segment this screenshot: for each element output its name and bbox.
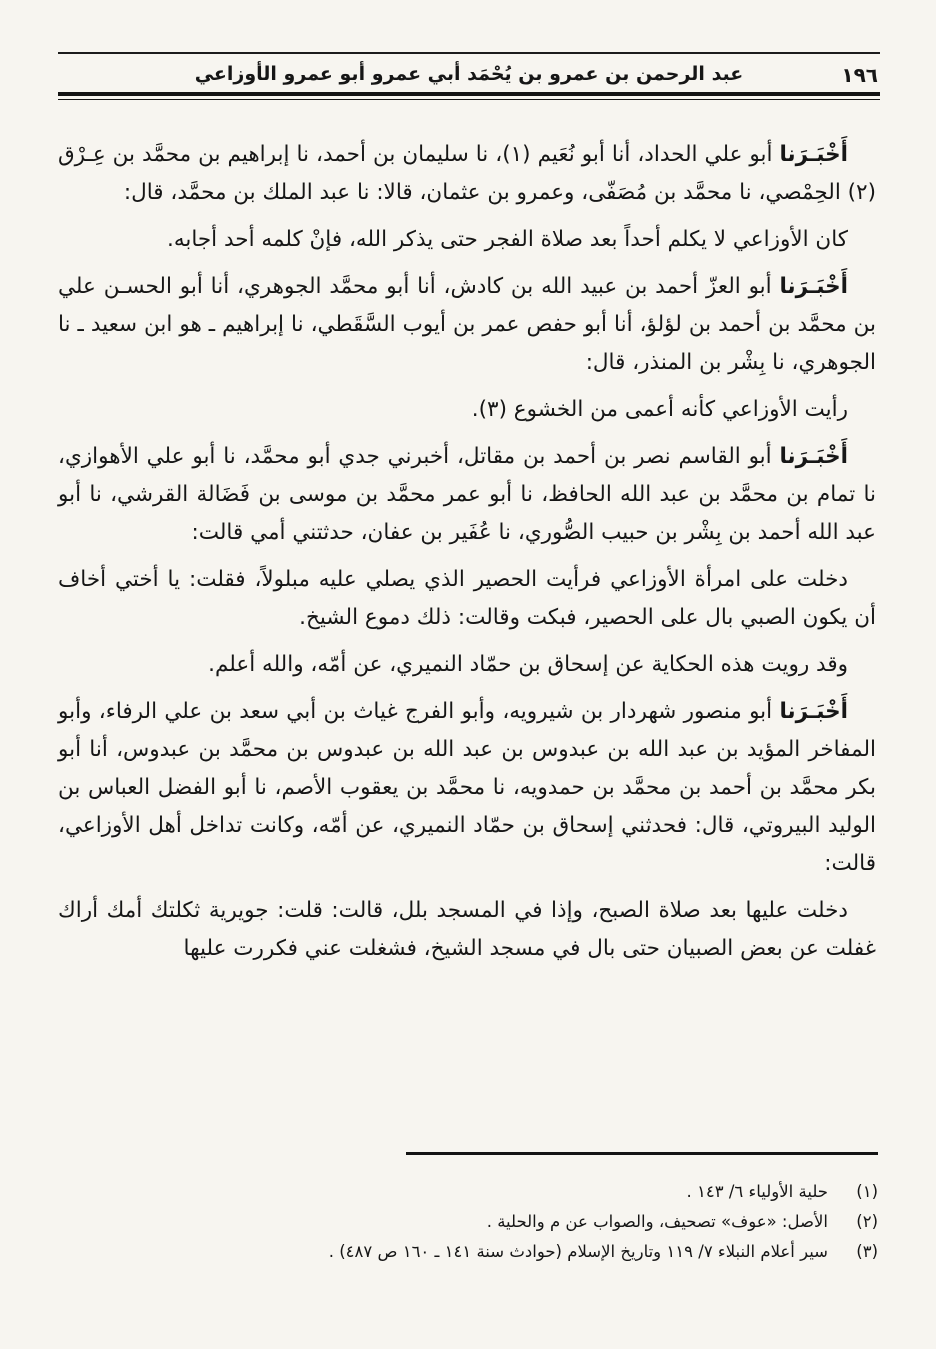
isnad-lead: أَخْبَـرَنا [779,444,848,469]
footnote-separator-rule [406,1152,878,1155]
paragraph-text: دخلت على امرأة الأوزاعي فرأيت الحصير الذي يصلي عليه مبلولاً، فقلت: يا أختي أخاف أن يكون الصبي بال على الحصير، فبكت وقالت: ذلك دموع الشيخ. [58,567,876,630]
paragraph-text: أبو منصور شهردار بن شيرويه، وأبو الفرج غياث بن أبي سعد بن علي الرفاء، وأبو المفاخر المؤيد بن عبد الله بن عبدوس بن عبد الله بن عبدوس بن محمَّد بن عبدوس، أنا أبو بكر محمَّد بن أحمد بن محمَّد بن حمدويه، نا محمَّد بن يعقوب الأصم، نا أبو الفضل العباس بن الوليد البيروتي، قال: فحدثني إسحاق بن حمّاد النميري، عن أمّه، وكانت تداخل أهل الأوزاعي، قالت: [58,699,876,876]
isnad-lead: أَخْبَـرَنا [779,274,848,299]
isnad-lead: أَخْبَـرَنا [779,142,848,167]
page-header [58,52,880,100]
isnad-lead: أَخْبَـرَنا [779,699,848,724]
paragraph-matn-3 [58,561,876,637]
footnote-marker: (١) [856,1182,878,1201]
footnote-marker: (٣) [856,1242,878,1261]
paragraph-text: وقد رويت هذه الحكاية عن إسحاق بن حمّاد النميري، عن أمّه، والله أعلم. [208,652,848,677]
footnote-3 [58,1237,878,1267]
body-text [58,136,876,977]
paragraph-isnad-1 [58,136,876,212]
paragraph-note [58,646,876,684]
footnote-1 [58,1177,878,1207]
footnote-text: الأصل: «عوف» تصحيف، والصواب عن م والحلية . [486,1212,828,1231]
page-number: ١٩٦ [841,63,878,87]
paragraph-text: أبو العزّ أحمد بن عبيد الله بن كادش، أنا أبو محمَّد الجوهري، أنا أبو الحسـن علي بن محمَّد بن أحمد بن لؤلؤ، أنا أبو حفص عمر بن أيوب السَّقَطي، نا إبراهيم ـ هو ابن سعيد ـ نا الجوهري، نا بِشْر بن المنذر، قال: [58,274,876,375]
paragraph-matn-4 [58,892,876,968]
paragraph-matn-1 [58,221,876,259]
footnote-2 [58,1207,878,1237]
footnote-marker: (٢) [856,1212,878,1231]
running-title: عبد الرحمن بن عمرو بن يُحْمَد أبي عمرو أبو عمرو الأوزاعي [194,63,744,85]
paragraph-matn-2 [58,391,876,429]
footnotes-section [58,1152,878,1267]
paragraph-isnad-3 [58,438,876,552]
paragraph-isnad-4 [58,693,876,883]
paragraph-text: أبو علي الحداد، أنا أبو نُعَيم (١)، نا سليمان بن أحمد، نا إبراهيم بن محمَّد بن عِـرْق (٢) الحِمْصي، نا محمَّد بن مُصَفّى، وعمرو بن عثمان، قالا: نا عبد الملك بن محمَّد، قال: [58,142,876,205]
paragraph-text: دخلت عليها بعد صلاة الصبح، وإذا في المسجد بلل، قالت: قلت: جويرية ثكلتك أمك أراك غفلت عن بعض الصبيان حتى بال في مسجد الشيخ، فشغلت عني فكررت عليها [58,898,876,961]
footnote-text: حلية الأولياء ٦/ ١٤٣ . [686,1182,828,1201]
paragraph-text: كان الأوزاعي لا يكلم أحداً بعد صلاة الفجر حتى يذكر الله، فإنْ كلمه أحد أجابه. [167,227,848,252]
paragraph-isnad-2 [58,268,876,382]
header-double-rule [58,92,880,100]
paragraph-text: أبو القاسم نصر بن أحمد بن مقاتل، أخبرني جدي أبو محمَّد، نا أبو علي الأهوازي، نا تمام بن محمَّد بن عبد الله الحافظ، نا أبو عمر محمَّد بن موسى بن فَضَالة القرشي، نا أبو عبد الله أحمد بن بِشْر بن حبيب الصُّوري، نا عُفَير بن عفان، حدثتني أمي قالت: [58,444,876,545]
footnote-text: سير أعلام النبلاء ٧/ ١١٩ وتاريخ الإسلام (حوادث سنة ١٤١ ـ ١٦٠ ص ٤٨٧) . [328,1242,828,1261]
paragraph-text: رأيت الأوزاعي كأنه أعمى من الخشوع (٣). [471,397,848,422]
header-row [58,54,880,92]
